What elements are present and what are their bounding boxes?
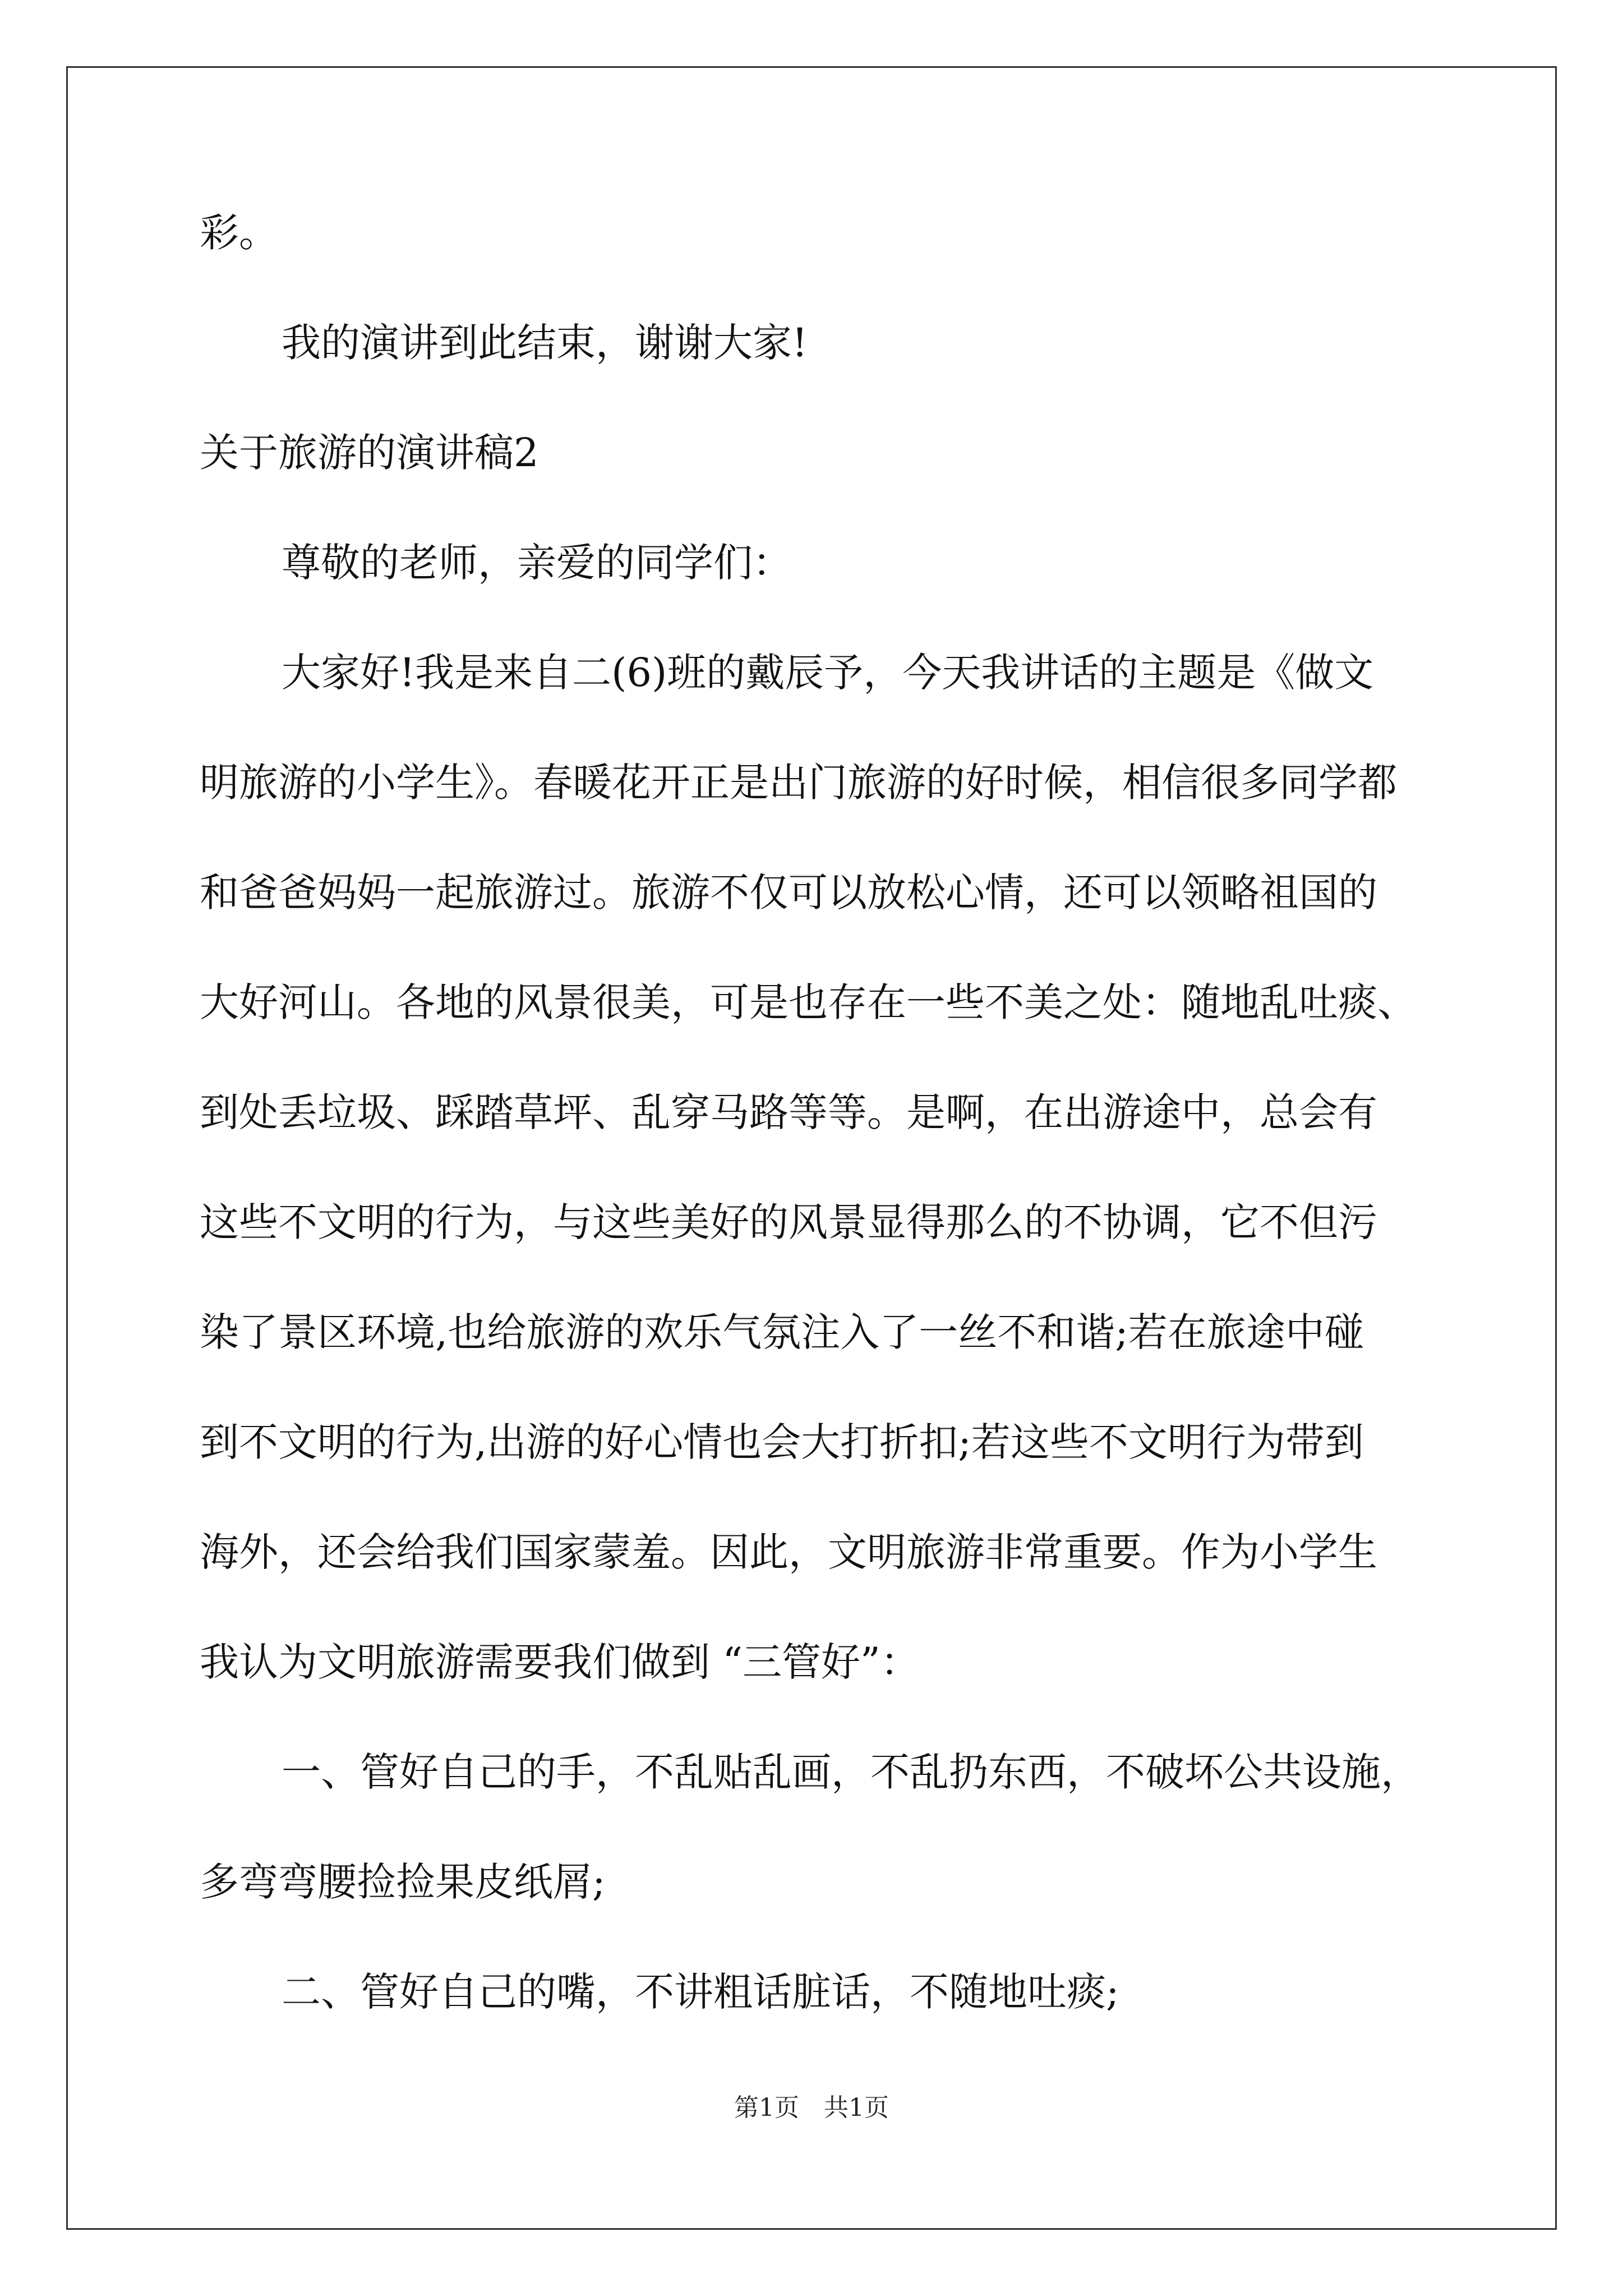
text-line: 海外，还会给我们国家蒙羞。因此，文明旅游非常重要。作为小学生 <box>200 1529 1377 1575</box>
page-footer: 第1页 共1页 <box>734 2093 889 2122</box>
text-line: 彩。 <box>200 210 278 256</box>
text-line: 一、管好自己的手，不乱贴乱画，不乱扔东西，不破坏公共设施， <box>282 1749 1420 1795</box>
text-line: 我认为文明旅游需要我们做到 “三管好”： <box>200 1639 920 1685</box>
text-line: 大好河山。各地的风景很美，可是也存在一些不美之处：随地乱吐痰、 <box>200 979 1417 1025</box>
text-line: 这些不文明的行为，与这些美好的风景显得那么的不协调，它不但污 <box>200 1199 1377 1245</box>
text-line: 到处丢垃圾、踩踏草坪、乱穿马路等等。是啊，在出游途中，总会有 <box>200 1089 1377 1135</box>
section-heading: 关于旅游的演讲稿2 <box>200 430 539 476</box>
text-line: 二、管好自己的嘴，不讲粗话脏话，不随地吐痰; <box>282 1969 1119 2015</box>
text-line: 我的演讲到此结束，谢谢大家! <box>282 320 808 366</box>
text-line: 和爸爸妈妈一起旅游过。旅游不仅可以放松心情，还可以领略祖国的 <box>200 869 1377 915</box>
text-line: 多弯弯腰捡捡果皮纸屑; <box>200 1859 606 1905</box>
text-line: 明旅游的小学生》。春暖花开正是出门旅游的好时候，相信很多同学都 <box>200 760 1397 806</box>
text-line: 大家好!我是来自二(6)班的戴辰予，今天我讲话的主题是《做文 <box>282 650 1374 696</box>
text-line: 染了景区环境,也给旅游的欢乐气氛注入了一丝不和谐;若在旅途中碰 <box>200 1309 1364 1355</box>
salutation-line: 尊敬的老师，亲爱的同学们： <box>282 540 792 586</box>
text-line: 到不文明的行为,出游的好心情也会大打折扣;若这些不文明行为带到 <box>200 1419 1364 1465</box>
